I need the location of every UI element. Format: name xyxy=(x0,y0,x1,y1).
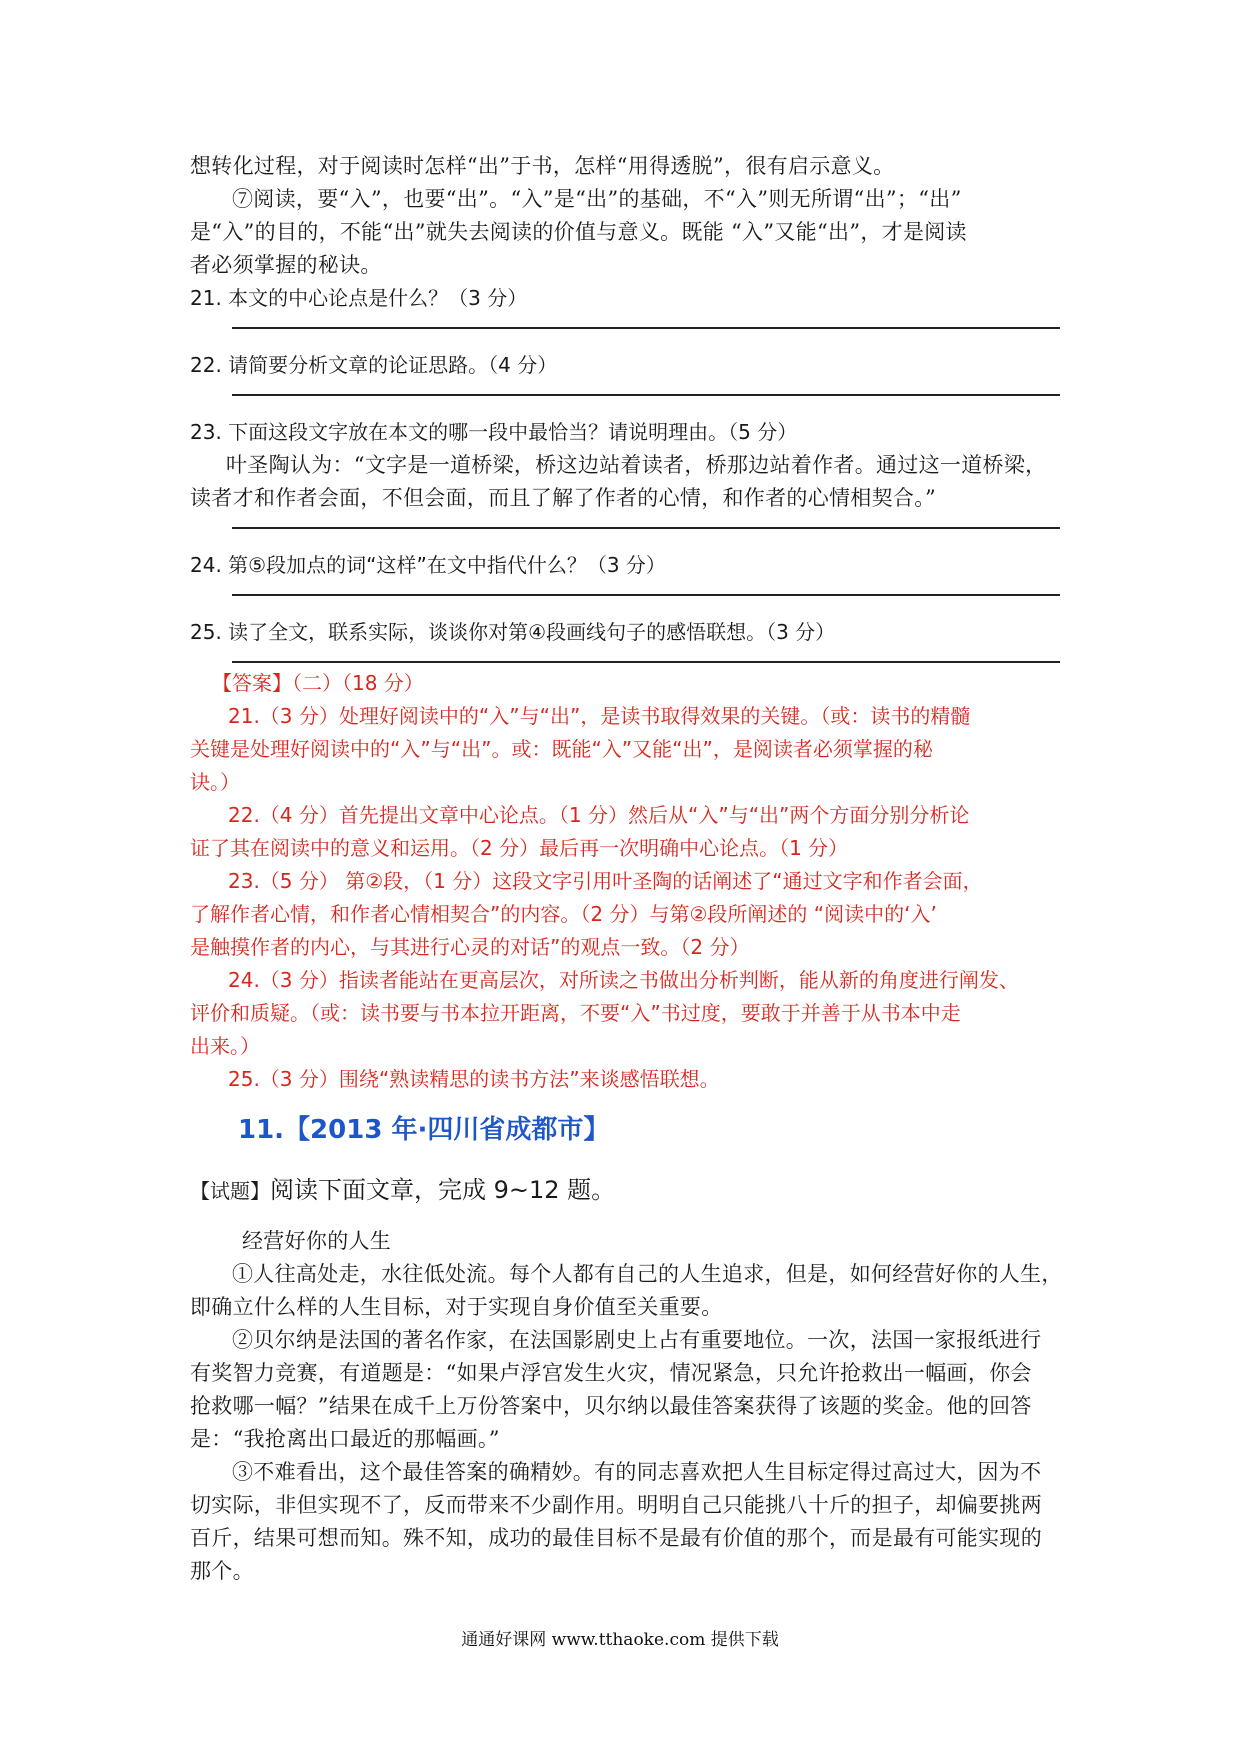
answer-line: 评价和质疑。（或：读书要与书本拉开距离，不要“入”书过度，要敢于并善于从书本中走 xyxy=(190,1001,961,1025)
answer-blank[interactable] xyxy=(232,594,1060,596)
section-title: 11.【2013 年·四川省成都市】 xyxy=(238,1115,610,1145)
article-line: 有奖智力竞赛，有道题是：“如果卢浮宫发生火灾，情况紧急，只允许抢救出一幅画，你会 xyxy=(190,1361,1032,1385)
article xyxy=(190,1225,1063,1588)
article-line: 抢救哪一幅？”结果在成千上万份答案中，贝尔纳以最佳答案获得了该题的奖金。他的回答 xyxy=(190,1394,1032,1418)
answer-line: 24.（3 分）指读者能站在更高层次，对所读之书做出分析判断，能从新的角度进行阐发、 xyxy=(228,968,1019,992)
question-quote: 读者才和作者会面，不但会面，而且了解了作者的心情，和作者的心情相契合。” xyxy=(190,486,937,510)
question-22 xyxy=(190,349,1060,396)
article-title: 经营好你的人生 xyxy=(242,1229,392,1253)
exam-instruction-row xyxy=(190,1170,1060,1211)
passage-line: ⑦阅读，要“入”，也要“出”。“入”是“出”的基础，不“入”则无所谓“出”；“出” xyxy=(232,187,962,211)
question-text: 25. 读了全文，联系实际，谈谈你对第④段画线句子的感悟联想。（3 分） xyxy=(190,620,836,644)
article-line: ③不难看出，这个最佳答案的确精妙。有的同志喜欢把人生目标定得过高过大，因为不 xyxy=(232,1460,1042,1484)
answer-line: 23.（5 分） 第②段，（1 分）这段文字引用叶圣陶的话阐述了“通过文字和作者会面， xyxy=(228,869,983,893)
question-25 xyxy=(190,616,1060,663)
answer-key xyxy=(190,667,1060,1096)
article-line: ②贝尔纳是法国的著名作家，在法国影剧史上占有重要地位。一次，法国一家报纸进行 xyxy=(232,1328,1042,1352)
answer-blank[interactable] xyxy=(232,527,1060,529)
answer-line: 21.（3 分）处理好阅读中的“入”与“出”，是读书取得效果的关键。（或：读书的精髓 xyxy=(228,704,971,728)
question-text: 21. 本文的中心论点是什么？（3 分） xyxy=(190,286,528,310)
article-line: 那个。 xyxy=(190,1559,254,1583)
article-line: 切实际，非但实现不了，反而带来不少副作用。明明自己只能挑八十斤的担子，却偏要挑两 xyxy=(190,1493,1042,1517)
article-line: ①人往高处走，水往低处流。每个人都有自己的人生追求，但是，如何经营好你的人生， xyxy=(232,1262,1063,1286)
exam-instruction: 阅读下面文章，完成 9~12 题。 xyxy=(270,1176,616,1204)
answer-line: 关键是处理好阅读中的“入”与“出”。或：既能“入”又能“出”，是阅读者必须掌握的秘 xyxy=(190,737,933,761)
answer-line: 出来。） xyxy=(190,1034,260,1058)
answer-line: 22.（4 分）首先提出文章中心论点。（1 分）然后从“入”与“出”两个方面分别分析论 xyxy=(228,803,970,827)
passage-line: 者必须掌握的秘诀。 xyxy=(190,253,382,277)
passage-line: 想转化过程，对于阅读时怎样“出”于书，怎样“用得透脱”，很有启示意义。 xyxy=(190,154,895,178)
question-24 xyxy=(190,549,1060,596)
article-line: 即确立什么样的人生目标，对于实现自身价值至关重要。 xyxy=(190,1295,723,1319)
exam-tag: 【试题】 xyxy=(190,1179,270,1203)
question-quote: 叶圣陶认为：“文字是一道桥梁，桥这边站着读者，桥那边站着作者。通过这一道桥梁， xyxy=(226,453,1047,477)
answer-header: 【答案】（二）（18 分） xyxy=(212,671,424,695)
question-text: 22. 请简要分析文章的论证思路。（4 分） xyxy=(190,353,558,377)
answer-line: 了解作者心情，和作者心情相契合”的内容。（2 分）与第②段所阐述的 “阅读中的‘入’ xyxy=(190,902,937,926)
top-passage xyxy=(190,150,1060,282)
answer-blank[interactable] xyxy=(232,327,1060,329)
question-21 xyxy=(190,282,1060,329)
question-23 xyxy=(190,416,1060,529)
answer-line: 诀。） xyxy=(190,770,240,794)
article-line: 百斤，结果可想而知。殊不知，成功的最佳目标不是最有价值的那个，而是最有可能实现的 xyxy=(190,1526,1042,1550)
answer-blank[interactable] xyxy=(232,661,1060,663)
article-line: 是：“我抢离出口最近的那幅画。” xyxy=(190,1427,500,1451)
answer-blank[interactable] xyxy=(232,394,1060,396)
answer-line: 25.（3 分）围绕“熟读精思的读书方法”来谈感悟联想。 xyxy=(228,1067,720,1091)
question-text: 24. 第⑤段加点的词“这样”在文中指代什么？（3 分） xyxy=(190,553,666,577)
page-footer: 通通好课网 www.tthaoke.com 提供下载 xyxy=(461,1630,779,1650)
passage-line: 是“入”的目的，不能“出”就失去阅读的价值与意义。既能 “入”又能“出”，才是阅读 xyxy=(190,220,967,244)
question-text: 23. 下面这段文字放在本文的哪一段中最恰当？请说明理由。（5 分） xyxy=(190,420,798,444)
answer-line: 证了其在阅读中的意义和运用。（2 分）最后再一次明确中心论点。（1 分） xyxy=(190,836,849,860)
document-page xyxy=(190,150,1063,1588)
answer-line: 是触摸作者的内心，与其进行心灵的对话”的观点一致。（2 分） xyxy=(190,935,750,959)
